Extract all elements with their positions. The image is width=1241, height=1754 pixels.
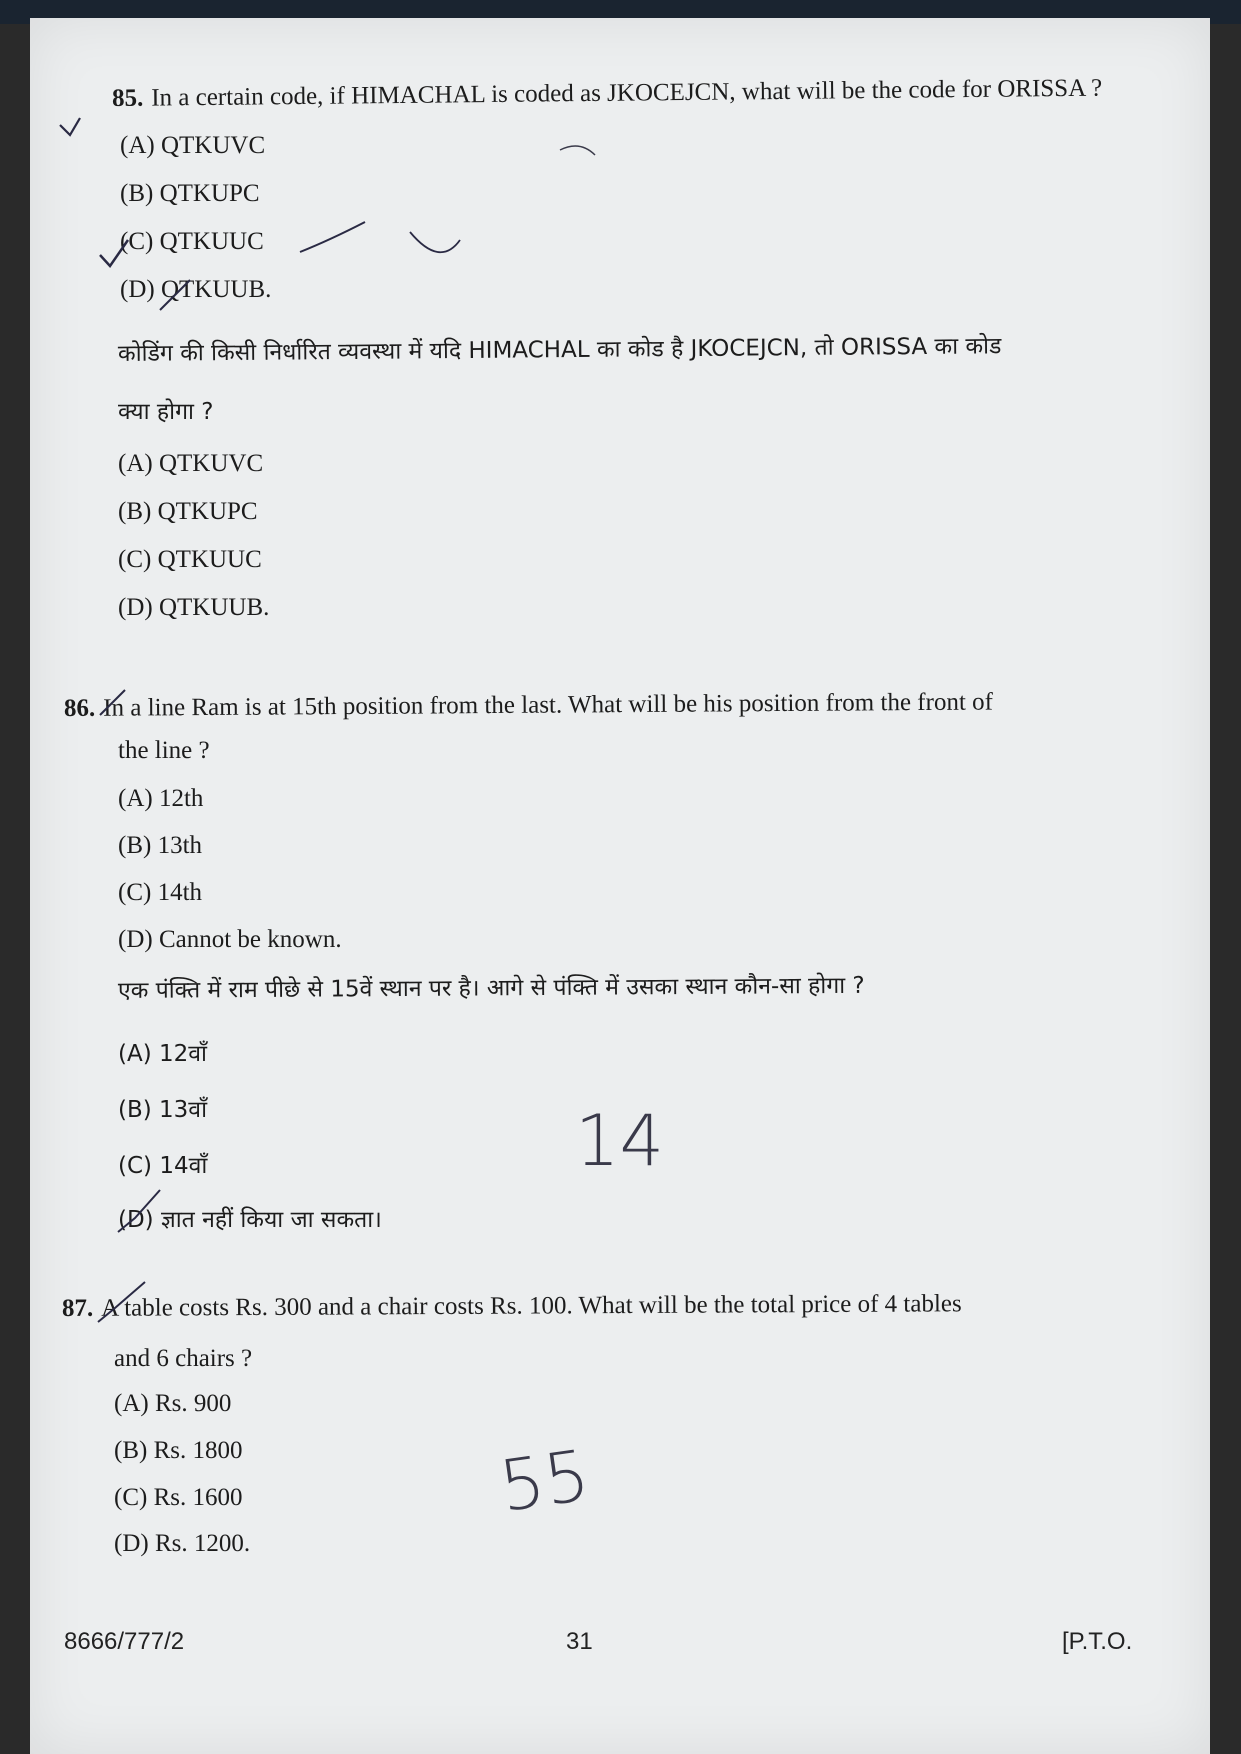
option-c: (C) 14th (118, 879, 203, 906)
option-c-hi: (C) QTKUUC (118, 546, 262, 573)
question-85-stem-en: 85. In a certain code, if HIMACHAL is coded as JKOCEJCN, what will be the code for ORISSA ? (111, 74, 1103, 112)
option-d-hi: (D) QTKUUB. (118, 594, 270, 621)
option-a: (A) 12th (118, 785, 204, 812)
option-d: (D) Cannot be known. (118, 926, 342, 953)
paper-code: 8666/777/2 (64, 1628, 185, 1655)
question-86-stem-en-line2: the line ? (118, 737, 210, 764)
handwritten-note-87: 55 (494, 1434, 595, 1528)
question-number: 86. (63, 694, 96, 722)
question-number: 85. (111, 84, 144, 112)
option-a: (A) Rs. 900 (114, 1390, 232, 1417)
question-87-stem-en-line2: and 6 chairs ? (114, 1345, 253, 1372)
question-87-stem-en-line1: 87. A table costs Rs. 300 and a chair costs Rs. 100. What will be the total price of 4 tables (61, 1290, 962, 1322)
page-number: 31 (566, 1628, 593, 1655)
question-86-stem-hi: एक पंक्ति में राम पीछे से 15वें स्थान पर है। आगे से पंक्ति में उसका स्थान कौन-सा होगा ? (117, 972, 865, 1004)
question-85-stem-hi-line2: क्या होगा ? (118, 399, 214, 425)
option-a: (A) QTKUVC (120, 132, 266, 159)
handwritten-note-86: 14 (575, 1100, 665, 1182)
option-d: (D) QTKUUB. (120, 276, 272, 303)
option-c-hi: (C) 14वाँ (118, 1153, 208, 1179)
option-a-hi: (A) QTKUVC (118, 450, 264, 477)
option-b-hi: (B) 13वाँ (118, 1097, 208, 1123)
question-86-stem-en-line1: 86. In a line Ram is at 15th position from the last. What will be his position from the front of (63, 688, 994, 722)
option-b: (B) 13th (118, 832, 203, 859)
option-d-hi: (D) ज्ञात नहीं किया जा सकता। (118, 1207, 382, 1233)
option-a-hi: (A) 12वाँ (118, 1041, 208, 1067)
option-c: (C) Rs. 1600 (114, 1484, 243, 1511)
question-number: 87. (61, 1294, 94, 1322)
option-b: (B) QTKUPC (120, 180, 260, 207)
pto-label: [P.T.O. (1062, 1628, 1133, 1655)
option-b-hi: (B) QTKUPC (118, 498, 258, 525)
option-b: (B) Rs. 1800 (114, 1437, 243, 1464)
question-85-stem-hi-line1: कोडिंग की किसी निर्धारित व्यवस्था में यदि HIMACHAL का कोड है JKOCEJCN, तो ORISSA का कोड (117, 333, 1002, 367)
option-d: (D) Rs. 1200. (114, 1530, 251, 1557)
option-c: (C) QTKUUC (120, 228, 264, 255)
